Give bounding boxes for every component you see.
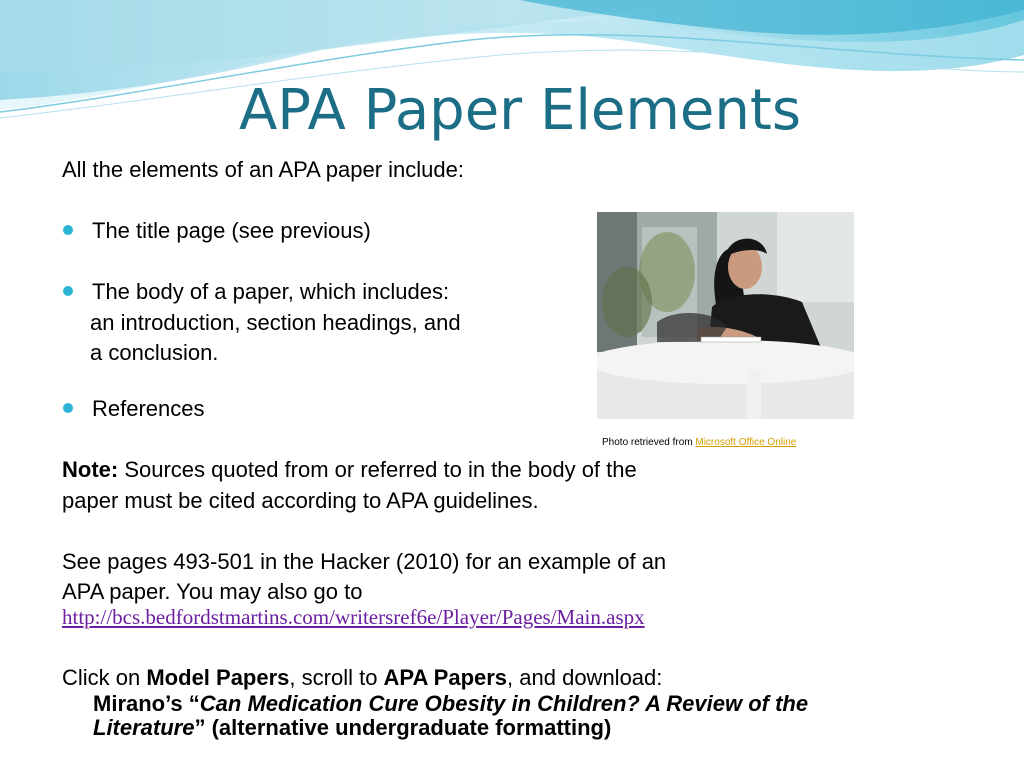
note-text: Sources quoted from or referred to in the body of the (118, 457, 637, 482)
click-suffix: , and download: (507, 665, 663, 690)
click-apa-papers: APA Papers (383, 665, 508, 690)
bullet-dot (63, 225, 73, 235)
bullet-dot (63, 403, 73, 413)
bedford-url-link[interactable]: http://bcs.bedfordstmartins.com/writersref6e/Player/Pages/Main.aspx (62, 605, 645, 629)
bullet-references: References (92, 396, 205, 421)
student-photo (597, 212, 854, 419)
slide-title: APA Paper Elements (238, 78, 802, 143)
note-label: Note: (62, 457, 119, 482)
click-mid: , scroll to (289, 665, 384, 690)
note-line1 (62, 455, 637, 485)
see-pages-line2: APA paper. You may also go to (62, 579, 363, 604)
photo-credit-text: Photo retrieved from (602, 437, 696, 448)
see-pages-line1: See pages 493-501 in the Hacker (2010) for an example of an (62, 549, 667, 574)
bullet-dot (63, 286, 73, 296)
photo-credit (602, 437, 796, 448)
paper-title-part2: Literature (93, 715, 195, 740)
click-line3 (93, 713, 611, 743)
click-model-papers: Model Papers (146, 665, 290, 690)
bullet-body-line2: an introduction, section headings, and (90, 310, 461, 335)
paper-title-part1: Can Medication Cure Obesity in Children? A Review of the (199, 691, 809, 716)
bullet-body-line1: The body of a paper, which includes: (92, 279, 450, 304)
formatting-note: ” (alternative undergraduate formatting) (194, 715, 612, 740)
click-prefix: Click on (62, 665, 147, 690)
bullet-body-line3: a conclusion. (90, 340, 219, 365)
note-line2: paper must be cited according to APA guidelines. (62, 488, 539, 513)
bullet-title-page: The title page (see previous) (92, 218, 371, 243)
mirano-prefix: Mirano’s “ (93, 691, 200, 716)
intro-text: All the elements of an APA paper include: (62, 157, 464, 182)
photo-credit-link[interactable]: Microsoft Office Online (695, 437, 797, 448)
